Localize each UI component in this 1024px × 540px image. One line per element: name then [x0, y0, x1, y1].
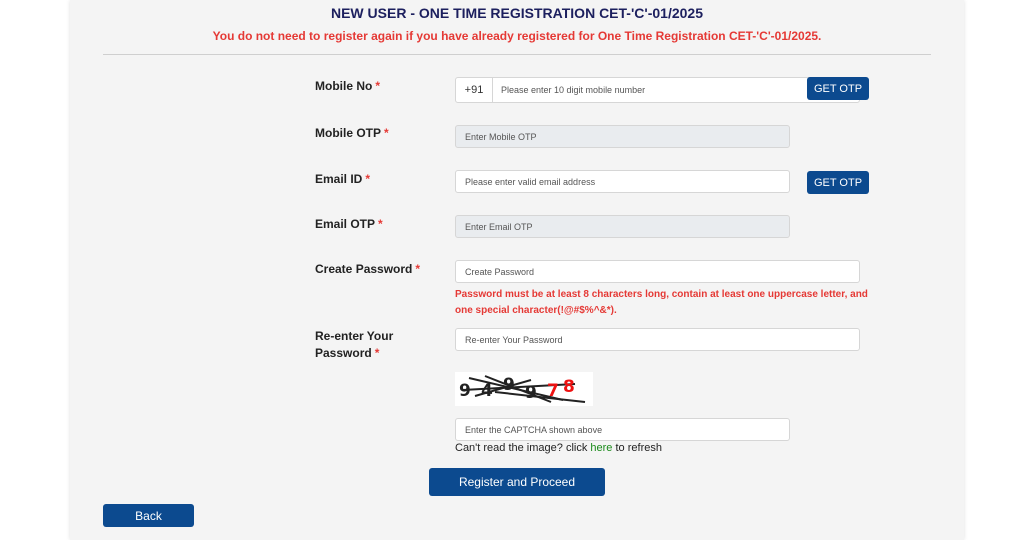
svg-text:9: 9 — [503, 375, 515, 395]
header-divider — [103, 54, 931, 55]
email-otp-input[interactable] — [455, 215, 790, 238]
country-code-prefix: +91 — [456, 78, 493, 102]
required-mark: * — [374, 346, 380, 360]
captcha-image — [455, 372, 593, 406]
back-button[interactable]: Back — [103, 504, 194, 527]
registration-notice: You do not need to register again if you have already registered for One Time Registration CET-'C'-01/2025. — [212, 29, 822, 43]
email-otp-label: Email OTP * — [315, 217, 383, 231]
register-proceed-button[interactable]: Register and Proceed — [429, 468, 605, 496]
required-mark: * — [375, 79, 380, 93]
confirm-password-input[interactable] — [455, 328, 860, 351]
svg-text:7: 7 — [547, 381, 559, 401]
mobile-input[interactable] — [455, 77, 860, 103]
page-title: NEW USER - ONE TIME REGISTRATION CET-'C'-01/2025 — [330, 5, 703, 21]
email-otp-placeholder: Enter Email OTP — [465, 221, 533, 232]
password-placeholder: Create Password — [465, 266, 535, 277]
mobile-get-otp-button[interactable]: GET OTP — [807, 77, 869, 100]
password-hint: Password must be at least 8 characters long, contain at least one uppercase letter, and one special character(!@#$%^&*). — [455, 289, 868, 316]
required-mark: * — [378, 217, 383, 231]
mobile-otp-label: Mobile OTP * — [315, 126, 389, 140]
required-mark: * — [415, 262, 421, 276]
mobile-label: Mobile No * — [315, 79, 380, 93]
captcha-refresh-link[interactable]: here — [590, 442, 613, 454]
email-label: Email ID * — [315, 172, 371, 186]
registration-card — [70, 0, 964, 540]
password-label: Create Password * — [315, 262, 421, 276]
captcha-input[interactable] — [455, 418, 790, 441]
confirm-password-label: Re-enter Your Password * — [315, 329, 394, 360]
email-input[interactable] — [455, 170, 790, 193]
mobile-placeholder: Please enter 10 digit mobile number — [501, 85, 646, 95]
svg-text:8: 8 — [563, 377, 575, 397]
mobile-otp-placeholder: Enter Mobile OTP — [465, 131, 537, 142]
required-mark: * — [384, 126, 389, 140]
required-mark: * — [365, 172, 371, 186]
confirm-password-placeholder: Re-enter Your Password — [465, 334, 563, 345]
password-input[interactable] — [455, 260, 860, 283]
mobile-otp-input[interactable] — [455, 125, 790, 148]
svg-text:9: 9 — [525, 383, 537, 403]
captcha-refresh-text: Can't read the image? click here to refresh — [455, 442, 662, 454]
svg-text:9: 9 — [459, 381, 471, 401]
captcha-placeholder: Enter the CAPTCHA shown above — [465, 424, 603, 435]
email-placeholder: Please enter valid email address — [465, 176, 596, 187]
email-get-otp-button[interactable]: GET OTP — [807, 171, 869, 194]
svg-text:4: 4 — [481, 381, 493, 401]
